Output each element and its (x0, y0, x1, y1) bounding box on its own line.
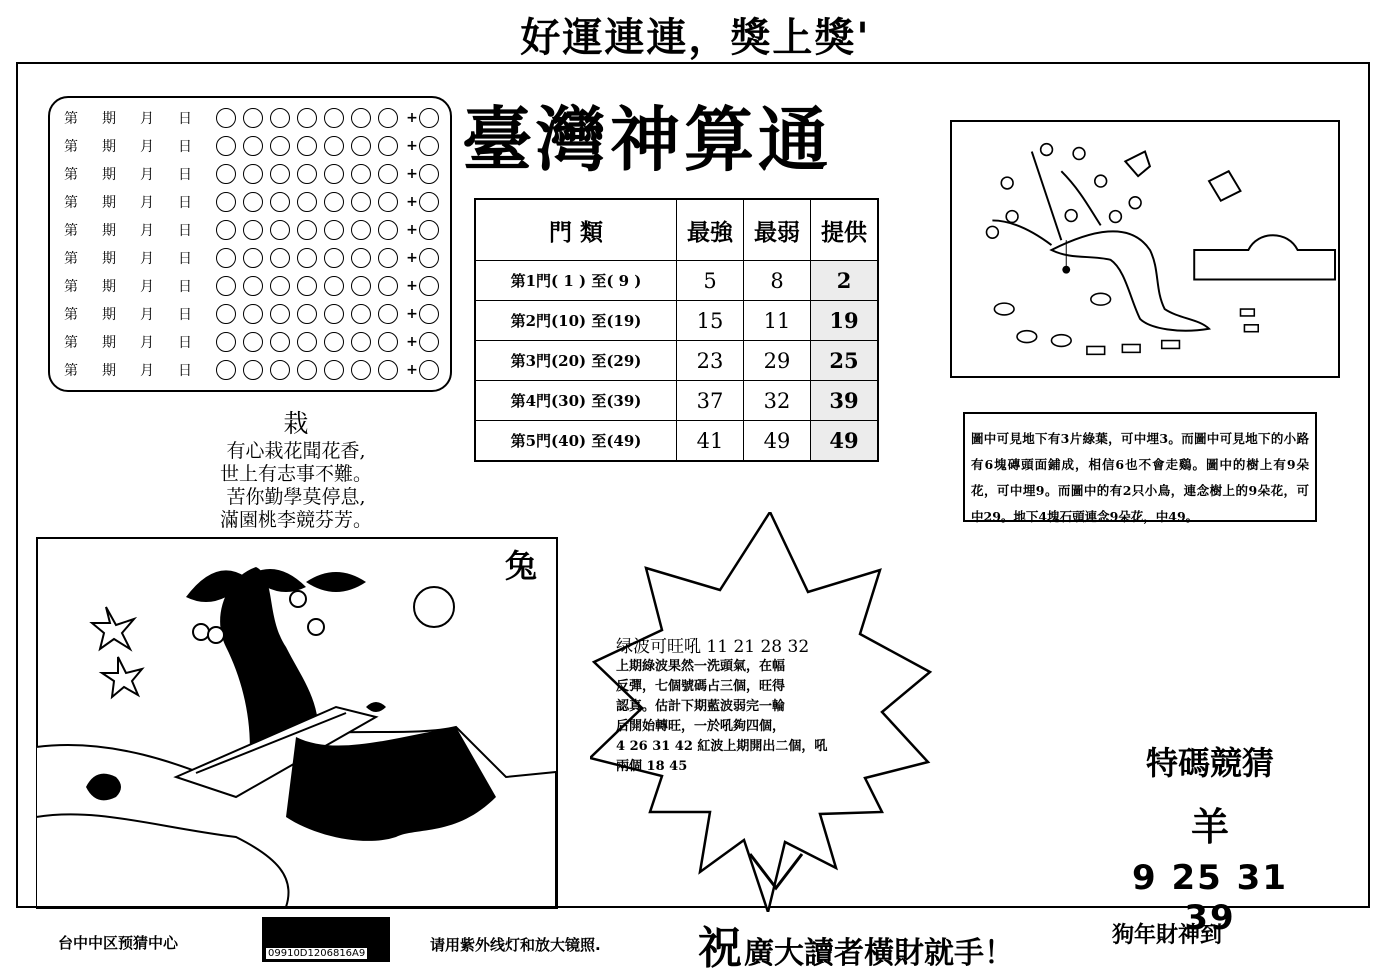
record-period-char: 第 (64, 139, 78, 155)
record-row (64, 188, 446, 216)
gate-provide: 25 (811, 341, 879, 381)
number-circle (270, 332, 290, 352)
record-issue-char: 期 (102, 279, 116, 295)
poem (196, 404, 396, 532)
gate-provide: 49 (811, 421, 879, 462)
number-circle (270, 248, 290, 268)
gates-row (475, 341, 878, 381)
number-circle (324, 136, 344, 156)
number-circle (324, 220, 344, 240)
starburst-line: 后開始轉旺，一於吼夠四個， (616, 719, 786, 734)
gate-range: 第2門(10) 至(19) (475, 301, 677, 341)
number-circle (297, 136, 317, 156)
record-period-char: 第 (64, 251, 78, 267)
plus-sign: + (406, 138, 418, 154)
plus-sign: + (406, 194, 418, 210)
number-circle (324, 192, 344, 212)
special-number-circle (419, 192, 439, 212)
special-numbers: 9 25 31 39 (1132, 858, 1288, 938)
starburst-line: 4 26 31 42 紅波上期開出二個，吼 (616, 739, 828, 754)
number-circle (351, 276, 371, 296)
number-circle (351, 332, 371, 352)
greeting-text: 廣大讀者橫財就手！ (744, 936, 1014, 971)
number-circle (270, 360, 290, 380)
plus-sign: + (406, 306, 418, 322)
record-period-char: 第 (64, 335, 78, 351)
number-circle (216, 304, 236, 324)
record-day-char: 日 (178, 363, 192, 379)
dog-year-slogan: 狗年財神到 (1112, 923, 1223, 948)
record-day-char: 日 (178, 223, 192, 239)
special-zodiac: 羊 (1190, 805, 1229, 849)
special-number-circle (419, 360, 439, 380)
number-circle (216, 360, 236, 380)
number-circle (243, 248, 263, 268)
record-issue-char: 期 (102, 167, 116, 183)
gate-range: 第1門( 1 ) 至( 9 ) (475, 261, 677, 301)
number-circle (378, 360, 398, 380)
starburst-line: 上期綠波果然一洗頭氣，在幅 (616, 659, 786, 674)
gate-weakest: 11 (744, 301, 811, 341)
plus-sign: + (406, 110, 418, 126)
special-code-label: 特碼競猜 (1145, 744, 1274, 782)
header-provide: 提供 (811, 199, 879, 261)
record-day-char: 日 (178, 111, 192, 127)
poem-line: 有心栽花聞花香, (226, 440, 366, 462)
record-issue-char: 期 (102, 335, 116, 351)
header-strongest: 最強 (677, 199, 744, 261)
record-period-char: 第 (64, 111, 78, 127)
greeting-char: 祝 (698, 923, 742, 974)
number-circle (378, 164, 398, 184)
number-circle (243, 108, 263, 128)
plus-sign: + (406, 278, 418, 294)
special-number-circle (419, 220, 439, 240)
gates-header-row (475, 199, 878, 261)
record-month-char: 月 (140, 335, 154, 351)
record-month-char: 月 (140, 251, 154, 267)
number-circle (270, 220, 290, 240)
record-row (64, 328, 446, 356)
gate-strongest: 15 (677, 301, 744, 341)
number-circle (216, 164, 236, 184)
number-circle (270, 276, 290, 296)
record-row (64, 216, 446, 244)
poem-line: 滿園桃李競芬芳。 (219, 509, 372, 531)
number-circle (270, 136, 290, 156)
special-number-circle (419, 276, 439, 296)
number-circle (297, 192, 317, 212)
gate-strongest: 41 (677, 421, 744, 462)
number-circle (378, 136, 398, 156)
gate-weakest: 8 (744, 261, 811, 301)
number-circle (378, 248, 398, 268)
gate-range: 第4門(30) 至(39) (475, 381, 677, 421)
number-circle (270, 108, 290, 128)
special-number-circle (419, 304, 439, 324)
gates-row (475, 421, 878, 462)
record-issue-char: 期 (102, 363, 116, 379)
number-circle (324, 108, 344, 128)
number-circle (378, 192, 398, 212)
number-circle (378, 220, 398, 240)
poem-line: 世上有志事不難。 (219, 463, 372, 485)
number-circle (297, 248, 317, 268)
record-day-char: 日 (178, 139, 192, 155)
number-circle (216, 136, 236, 156)
number-circle (378, 108, 398, 128)
record-issue-char: 期 (102, 111, 116, 127)
record-month-char: 月 (140, 167, 154, 183)
number-circle (324, 164, 344, 184)
special-number-circle (419, 332, 439, 352)
record-day-char: 日 (178, 195, 192, 211)
record-period-char: 第 (64, 195, 78, 211)
number-circle (378, 276, 398, 296)
gates-row (475, 301, 878, 341)
number-circle (297, 164, 317, 184)
number-circle (297, 360, 317, 380)
gate-range: 第3門(20) 至(29) (475, 341, 677, 381)
header-gate-type: 門 類 (475, 199, 677, 261)
number-circle (324, 360, 344, 380)
gate-weakest: 32 (744, 381, 811, 421)
number-circle (216, 332, 236, 352)
record-month-char: 月 (140, 111, 154, 127)
record-row (64, 244, 446, 272)
number-circle (243, 360, 263, 380)
landscape-illustration (36, 537, 558, 909)
number-circle (351, 248, 371, 268)
garden-illustration (950, 120, 1340, 378)
special-number-circle (419, 248, 439, 268)
number-circle (270, 304, 290, 324)
record-row (64, 160, 446, 188)
number-circle (351, 192, 371, 212)
plus-sign: + (406, 250, 418, 266)
number-circle (216, 220, 236, 240)
number-circle (351, 304, 371, 324)
top-slogan: 好運連連，獎上獎' (520, 15, 871, 61)
gate-provide: 2 (811, 261, 879, 301)
gate-provide: 39 (811, 381, 879, 421)
record-period-char: 第 (64, 223, 78, 239)
starburst-headline: 绿波可旺吼 11 21 28 32 (616, 637, 810, 657)
number-circle (324, 332, 344, 352)
record-issue-char: 期 (102, 307, 116, 323)
record-issue-char: 期 (102, 195, 116, 211)
number-circle (297, 304, 317, 324)
gate-weakest: 29 (744, 341, 811, 381)
record-row (64, 300, 446, 328)
number-circle (351, 108, 371, 128)
gates-row (475, 261, 878, 301)
plus-sign: + (406, 362, 418, 378)
number-circle (351, 360, 371, 380)
record-row (64, 356, 446, 384)
number-circle (351, 136, 371, 156)
number-circle (378, 332, 398, 352)
ground-stones (994, 293, 1258, 354)
number-circle (243, 164, 263, 184)
number-circle (243, 332, 263, 352)
record-month-char: 月 (140, 139, 154, 155)
zodiac-rabbit-label: 兔 (505, 547, 538, 585)
header-weakest: 最弱 (744, 199, 811, 261)
number-circle (243, 220, 263, 240)
tree-flowers (986, 144, 1141, 239)
gate-strongest: 5 (677, 261, 744, 301)
record-period-char: 第 (64, 307, 78, 323)
number-circle (243, 136, 263, 156)
record-row (64, 132, 446, 160)
record-period-char: 第 (64, 363, 78, 379)
record-month-char: 月 (140, 307, 154, 323)
starburst-line: 認真。估計下期藍波弱完一輪 (616, 699, 786, 714)
record-month-char: 月 (140, 195, 154, 211)
gates-row (475, 381, 878, 421)
number-circle (351, 220, 371, 240)
record-month-char: 月 (140, 223, 154, 239)
record-issue-char: 期 (102, 251, 116, 267)
main-title: 臺灣神算通 (462, 98, 832, 181)
record-period-char: 第 (64, 279, 78, 295)
starburst-line: 反彈，七個號碼占三個，旺得 (616, 679, 786, 694)
number-circle (297, 220, 317, 240)
record-day-char: 日 (178, 167, 192, 183)
number-circle (243, 192, 263, 212)
number-circle (378, 304, 398, 324)
gates-table (474, 198, 879, 462)
center-name: 台中中区预猜中心 (58, 934, 179, 952)
record-period-char: 第 (64, 167, 78, 183)
special-number-circle (419, 108, 439, 128)
plus-sign: + (406, 222, 418, 238)
record-day-char: 日 (178, 335, 192, 351)
number-circle (216, 248, 236, 268)
number-circle (270, 192, 290, 212)
number-circle (297, 108, 317, 128)
gate-strongest: 37 (677, 381, 744, 421)
number-circle (324, 276, 344, 296)
record-row (64, 104, 446, 132)
record-month-char: 月 (140, 363, 154, 379)
gate-range: 第5門(40) 至(49) (475, 421, 677, 462)
number-circle (351, 164, 371, 184)
number-circle (243, 304, 263, 324)
record-row (64, 272, 446, 300)
poem-line: 苦你勤學莫停息, (226, 486, 366, 508)
number-circle (216, 192, 236, 212)
number-circle (297, 276, 317, 296)
number-circle (216, 276, 236, 296)
record-day-char: 日 (178, 279, 192, 295)
gate-weakest: 49 (744, 421, 811, 462)
gate-strongest: 23 (677, 341, 744, 381)
picture-explanation: 圖中可見地下有3片綠葉，可中埋3。而圖中可見地下的小路有6塊磚頭面鋪成，相信6也不會走鷄。圖中的樹上有9朵花，可中埋9。而圖中的有2只小鳥，連念樹上的9朵花，可中29。地下4塊石頭連念9朵花，中49。 (963, 412, 1317, 522)
record-day-char: 日 (178, 251, 192, 267)
number-circle (243, 276, 263, 296)
record-issue-char: 期 (102, 223, 116, 239)
number-circle (324, 248, 344, 268)
number-circle (297, 332, 317, 352)
record-month-char: 月 (140, 279, 154, 295)
starburst-text (616, 632, 916, 777)
barcode-number: 09910D1206816A9 (268, 948, 366, 959)
plus-sign: + (406, 334, 418, 350)
gate-provide: 19 (811, 301, 879, 341)
number-circle (216, 108, 236, 128)
plus-sign: + (406, 166, 418, 182)
special-number-circle (419, 164, 439, 184)
number-circle (324, 304, 344, 324)
record-issue-char: 期 (102, 139, 116, 155)
special-number-circle (419, 136, 439, 156)
starburst-line: 兩個 18 45 (616, 759, 688, 774)
poem-title: 栽 (283, 409, 309, 438)
record-day-char: 日 (178, 307, 192, 323)
uv-light-note: 请用紫外线灯和放大镜照. (430, 936, 601, 954)
number-circle (270, 164, 290, 184)
